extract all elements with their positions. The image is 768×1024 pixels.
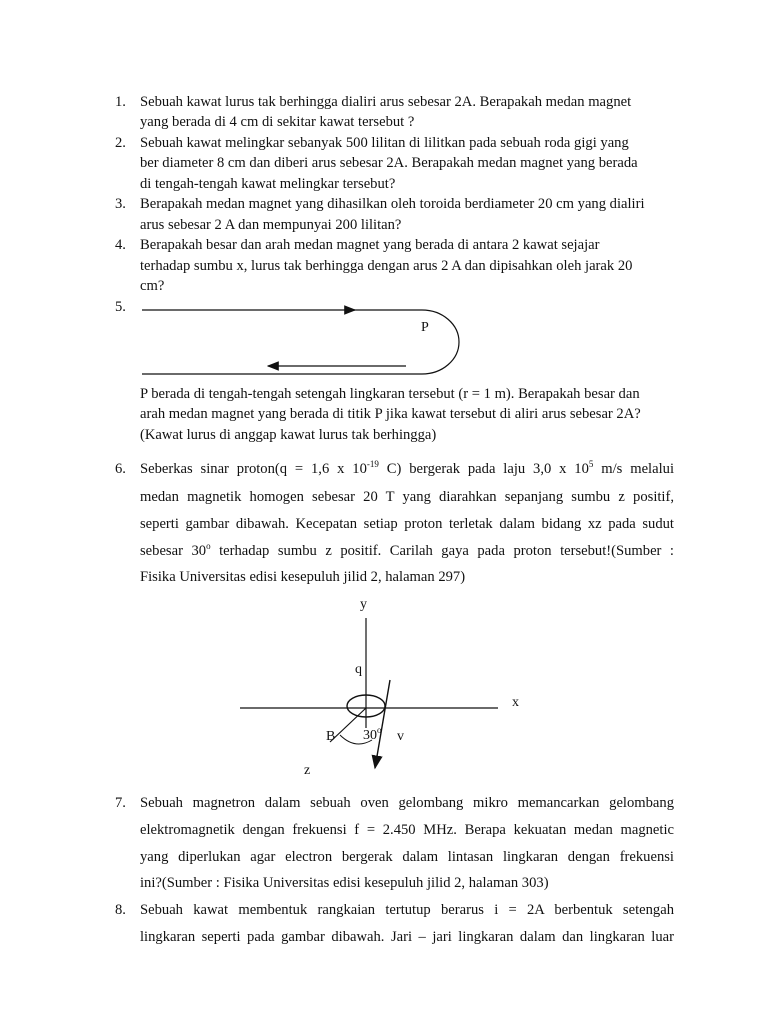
proton-axes-figure [230,590,540,780]
question-number: 8. [115,902,126,918]
question-number: 4. [115,237,126,253]
question-text-line: arus sebesar 2 A dan mempunyai 200 lilitan? [140,217,402,233]
question-text-line: Sebuah kawat lurus tak berhingga dialiri arus sebesar 2A. Berapakah medan magnet [140,94,632,110]
wire-loop-figure [130,300,470,380]
question-text-line: cm? [140,278,165,294]
question-text-line: Seberkas sinar proton(q = 1,6 x $10^{-19}$ C) bergerak pada laju 3,0 x $10^5$ m/s melalui [140,459,674,477]
question-text-line: terhadap sumbu x, lurus tak berhingga dengan arus 2 A dan dipisahkan oleh jarak 20 [140,258,633,274]
question-text-line: (Kawat lurus di anggap kawat lurus tak berhingga) [140,427,437,443]
z-axis-label: z [304,763,311,778]
question-text-line: arah medan magnet yang berada di titik P jika kawat tersebut di aliri arus sebesar 2A? [140,406,641,422]
question-text-line: di tengah-tengah kawat melingkar tersebut? [140,176,396,192]
question-text-line: ini?(Sumber : Fisika Universitas edisi kesepuluh jilid 2, halaman 303) [140,875,549,891]
charge-label: q [355,662,362,677]
question-text-line: seperti gambar dibawah. Kecepatan setiap proton terletak dalam bidang xz pada sudut [140,516,674,532]
velocity-label: v [397,729,404,744]
z-axis [330,708,366,742]
question-text-line: elektromagnetik dengan frekuensi f = 2.450 MHz. Berapa kekuatan medan magnetic [140,822,674,838]
question-text-line: Fisika Universitas edisi kesepuluh jilid 2, halaman 297) [140,569,466,585]
question-number: 7. [115,795,126,811]
question-text-line: yang berada di 4 cm di sekitar kawat tersebut ? [140,114,415,130]
question-text-line: Berapakah medan magnet yang dihasilkan oleh toroida berdiameter 20 cm yang dialiri [140,196,645,212]
question-text-line: Sebuah magnetron dalam sebuah oven gelombang mikro memancarkan gelombang [140,795,674,811]
question-number: 6. [115,461,126,477]
x-axis-label: x [512,695,519,710]
question-number: 5. [115,299,126,315]
y-axis-label: y [360,597,367,612]
question-number: 1. [115,94,126,110]
question-text-line: ber diameter 8 cm dan diberi arus sebesar 2A. Berapakah medan magnet yang berada [140,155,638,171]
point-p-label: P [421,320,429,335]
velocity-vector [375,680,390,768]
question-text-line: lingkaran seperti pada gambar dibawah. Jari – jari lingkaran dalam dan lingkaran luar [140,929,674,945]
field-b-label: B [326,729,336,744]
question-text-line: P berada di tengah-tengah setengah lingkaran tersebut (r = 1 m). Berapakah besar dan [140,386,640,402]
question-text-line: Berapakah besar dan arah medan magnet yang berada di antara 2 kawat sejajar [140,237,600,253]
question-number: 2. [115,135,126,151]
question-text-line: Sebuah kawat membentuk rangkaian tertutup berarus i = 2A berbentuk setengah [140,902,674,918]
angle-label: 30$^o$ [363,725,382,743]
question-number: 3. [115,196,126,212]
question-text-line: yang diperlukan agar electron bergerak dalam lintasan lingkaran dengan frekuensi [140,849,674,865]
question-text-line: Sebuah kawat melingkar sebanyak 500 lilitan di lilitkan pada sebuah roda gigi yang [140,135,629,151]
question-text-line: medan magnetik homogen sebesar 20 T yang diarahkan sepanjang sumbu z positif, [140,489,674,505]
question-text-line: sebesar 30$^o$ terhadap sumbu z positif. Carilah gaya pada proton tersebut!(Sumber : [140,541,674,559]
